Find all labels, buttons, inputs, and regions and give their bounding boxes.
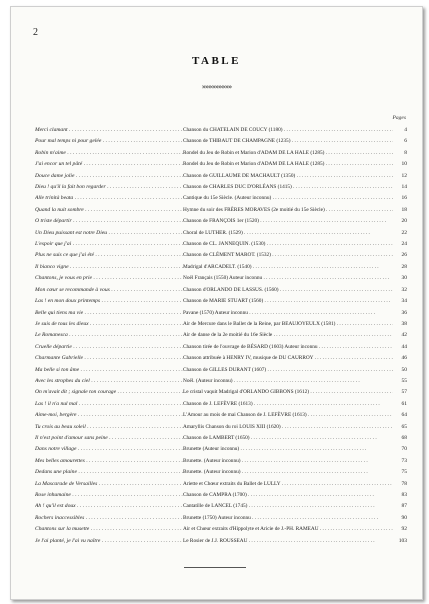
entry-title: Chantons sur la musette . . . xyxy=(35,524,183,535)
toc-entry xyxy=(35,182,407,193)
entry-page-number: 12 xyxy=(401,172,407,179)
entry-page-number: 30 xyxy=(401,275,407,282)
entry-description: Chanson de MARIE STUART (1560) . . . xyxy=(183,296,393,307)
entry-description: Chanson d'ORLANDO DE LASSUS. (1560) . . . xyxy=(183,285,393,296)
toc-entry xyxy=(35,456,407,467)
entry-title: Alle trinità beata . . . xyxy=(35,193,183,204)
entry-page-number: 24 xyxy=(401,241,407,248)
entry-page-number: 14 xyxy=(401,184,407,191)
entry-page-number: 20 xyxy=(401,218,407,225)
entry-page-number: 68 xyxy=(401,434,407,441)
entry-page-number: 26 xyxy=(401,252,407,259)
entry-description: L'Amour au mois de mai Chanson de J. LEFÈVRE (1613) . . . xyxy=(183,410,393,421)
entry-title: Dieu ! qu'il la fait bon regarder . . . xyxy=(35,182,183,193)
entry-description: Brunette. (Auteur inconnu) . . . xyxy=(183,467,393,478)
toc-entry xyxy=(35,353,407,364)
entry-title: Je suis de tous les dieux . . . xyxy=(35,319,183,330)
entry-title: On m'avait dit ; signale ton courage . . . xyxy=(35,387,183,398)
entry-title: Ah ! qu'il est doux . . . xyxy=(35,501,183,512)
toc-entry xyxy=(35,410,407,421)
entry-title: Mon cœur se recommande à vous . . . xyxy=(35,285,183,296)
entry-title: Dans notre village . . . xyxy=(35,444,183,455)
toc-entry xyxy=(35,479,407,490)
entry-title: Plus ne suis ce que j'ai été . . . xyxy=(35,250,183,261)
entry-description: Madrigal d'ARCADELT. (1540) . . . xyxy=(183,262,393,273)
entry-page-number: 10 xyxy=(401,161,407,168)
entry-title: Quand la nuit sombre . . . xyxy=(35,205,183,216)
toc-entry xyxy=(35,136,407,147)
toc-entry xyxy=(35,365,407,376)
entry-title: Rose inhumaine . . . xyxy=(35,490,183,501)
toc-entry xyxy=(35,159,407,170)
toc-entry xyxy=(35,330,407,341)
entry-title: Charmante Gabrielle . . . xyxy=(35,353,183,364)
entry-description: Chanson de THIBAUT DE CHAMPAGNE (1235) . . . xyxy=(183,136,393,147)
toc-entry xyxy=(35,171,407,182)
toc-entry xyxy=(35,319,407,330)
entry-title: Il bianco vigne . . . xyxy=(35,262,183,273)
entry-page-number: 4 xyxy=(404,127,407,133)
toc-entry xyxy=(35,193,407,204)
entry-page-number: 70 xyxy=(401,446,407,453)
entry-page-number: 103 xyxy=(398,537,407,544)
entry-page-number: 6 xyxy=(404,138,407,145)
entry-title: Mes belles amourettes . . . xyxy=(35,456,183,467)
page-title: TABLE xyxy=(192,55,241,67)
toc-entry xyxy=(35,148,407,159)
toc-entry xyxy=(35,513,407,524)
entry-page-number: 46 xyxy=(401,355,407,362)
entry-description: Chanson de J. LEFÈVRE (1613) . . . xyxy=(183,399,393,410)
entry-title: Ma belle si ton âme . . . xyxy=(35,365,183,376)
entry-page-number: 57 xyxy=(401,389,407,396)
toc-entry xyxy=(35,216,407,227)
entry-description: Pavane (1570) Auteur inconnu . . . xyxy=(183,308,393,319)
entry-page-number: 87 xyxy=(401,503,407,510)
entry-title: Rochers inaccessibles . . . xyxy=(35,513,183,524)
toc-entry xyxy=(35,501,407,512)
entry-page-number: 90 xyxy=(401,514,407,521)
page-number: 2 xyxy=(33,27,38,38)
entry-description: Air de Mercure dans le Ballet de la Reine, par BEAUJOYEULX (1581) . . . xyxy=(183,319,393,330)
toc-entry xyxy=(35,308,407,319)
toc-entry xyxy=(35,342,407,353)
entry-title: Dedans une plaine . . . xyxy=(35,467,183,478)
end-rule xyxy=(184,567,246,568)
toc-entry xyxy=(35,422,407,433)
pages-column-heading: Pages xyxy=(392,115,406,121)
toc-entry xyxy=(35,444,407,455)
entry-description: Cantatille de LANCEL (1745) . . . xyxy=(183,501,393,512)
entry-description: Air de danse de la 2e moitié du 16e Siècle . . . xyxy=(183,330,393,341)
toc-entry xyxy=(35,490,407,501)
entry-page-number: 78 xyxy=(401,480,407,487)
toc-entry xyxy=(35,524,407,535)
entry-page-number: 73 xyxy=(401,457,407,464)
entry-description: Chanson tirée de l'ouvrage de BÉSARD (1603) Auteur inconnu . . . xyxy=(183,342,393,353)
entry-title: Chantons, je vous en prie . . . xyxy=(35,273,183,284)
entry-page-number: 64 xyxy=(401,412,407,419)
entry-description: Chanson de GUILLAUME DE MACHAULT (1350) . . . xyxy=(183,171,393,182)
entry-description: Brunette (Auteur inconnu) . . . xyxy=(183,444,393,455)
entry-title: Tu crois au beau soleil . . . xyxy=(35,422,183,433)
toc-entry xyxy=(35,536,407,547)
entry-page-number: 92 xyxy=(401,526,407,533)
entry-description: Chanson de FRANÇOIS 1er (1520) . . . xyxy=(183,216,393,227)
entry-page-number: 44 xyxy=(401,343,407,350)
entry-page-number: 61 xyxy=(401,400,407,407)
toc-entry xyxy=(35,387,407,398)
entry-title: Las ! il n'a nul mal . . . xyxy=(35,399,183,410)
entry-page-number: 50 xyxy=(401,366,407,373)
entry-page-number: 65 xyxy=(401,423,407,430)
toc-entry xyxy=(35,376,407,387)
entry-page-number: 38 xyxy=(401,320,407,327)
entry-description: Chanson de LAMBERT (1650) . . . xyxy=(183,433,393,444)
toc-entry xyxy=(35,433,407,444)
entry-description: Chanson attribuée à HENRY IV, musique de DU CAURROY . . . xyxy=(183,353,393,364)
entry-title: Cruelle départie . . . xyxy=(35,342,183,353)
entry-description: Chanson de CLÉMENT MAROT. (1532) . . . xyxy=(183,250,393,261)
entry-description: Rondel du Jeu de Robin et Marion d'ADAM DE LA HALE (1285) . . . xyxy=(183,159,393,170)
entry-description: Noël. (Auteur inconnu) . . . xyxy=(183,376,393,387)
entry-title: Le Romanesca . . . xyxy=(35,330,183,341)
entry-description: Chanson de CL. JANNEQUIN. (1530) . . . xyxy=(183,239,393,250)
entry-page-number: 75 xyxy=(401,469,407,476)
entry-page-number: 16 xyxy=(401,195,407,202)
entry-description: Cantique du 15e Siècle. (Auteur inconnu) . . . xyxy=(183,193,393,204)
entry-description: Amaryllis Chanson du roi LOUIS XIII (1620) . . . xyxy=(183,422,393,433)
entry-title: Avec les strophes du ciel . . . xyxy=(35,376,183,387)
entry-description: Chanson du CHATELAIN DE COUCY (1180) . . . xyxy=(183,125,393,136)
toc-entry xyxy=(35,273,407,284)
entry-description: Brunette (1750) Auteur inconnu . . . xyxy=(183,513,393,524)
entry-description: Le cristal vaquit Madrigal d'ORLANDO GIBBONS (1612) . . . xyxy=(183,387,393,398)
table-of-contents xyxy=(35,125,407,547)
toc-entry xyxy=(35,205,407,216)
entry-description: Choral de LUTHER. (1529) . . . xyxy=(183,228,393,239)
entry-description: Chanson de CHARLES DUC D'ORLÉANS (1415) . . . xyxy=(183,182,393,193)
entry-description: Brunette. (Auteur inconnu) . . . xyxy=(183,456,393,467)
toc-entry xyxy=(35,125,407,136)
entry-title: La Mascarade de Versailles . . . xyxy=(35,479,183,490)
entry-title: Douce dame jolie . . . xyxy=(35,171,183,182)
entry-title: Las ! en mon doux printemps . . . xyxy=(35,296,183,307)
entry-title: Pour mal temps ni pour gelée . . . xyxy=(35,136,183,147)
entry-page-number: 36 xyxy=(401,309,407,316)
entry-page-number: 28 xyxy=(401,263,407,270)
entry-description: Hymne du soir des FRÈRES MORAVES (2e moitié du 15e Siècle) . . . xyxy=(183,205,393,216)
entry-description: Noël Français (1550) Auteur inconnu . . . xyxy=(183,273,393,284)
entry-title: J'ai encor un tel pâté . . . xyxy=(35,159,183,170)
entry-title: Belle qui tiens ma vie . . . xyxy=(35,308,183,319)
toc-entry xyxy=(35,228,407,239)
toc-entry xyxy=(35,296,407,307)
entry-page-number: 83 xyxy=(401,492,407,498)
document-page xyxy=(10,6,423,600)
entry-page-number: 55 xyxy=(401,377,407,384)
entry-title: Un Dieu puissant est notre Dieu . . . xyxy=(35,228,183,239)
entry-page-number: 34 xyxy=(401,298,407,305)
entry-page-number: 32 xyxy=(401,286,407,293)
entry-description: Le Rosier de J.J. ROUSSEAU . . . xyxy=(183,536,393,547)
entry-title: Aime-moi, bergère . . . xyxy=(35,410,183,421)
entry-description: Air et Chœur extraits d'Hippolyte et Aricie de J.-PH. RAMEAU . . . xyxy=(183,524,393,535)
toc-entry xyxy=(35,399,407,410)
toc-entry xyxy=(35,285,407,296)
toc-entry xyxy=(35,467,407,478)
entry-description: Chanson de GILLES DURANT (1607) . . . xyxy=(183,365,393,376)
toc-entry xyxy=(35,239,407,250)
entry-title: Je l'ai planté, je l'ai vu naître . . . xyxy=(35,536,183,547)
entry-page-number: 22 xyxy=(401,229,407,236)
toc-entry xyxy=(35,262,407,273)
entry-page-number: 42 xyxy=(401,332,407,339)
toc-entry xyxy=(35,250,407,261)
entry-page-number: 18 xyxy=(401,206,407,213)
entry-description: Rondel du Jeu de Robin et Marion d'ADAM DE LA HALE (1285) . . . xyxy=(183,148,393,159)
entry-description: Ariette et Chœur extraits du Ballet de LULLY . . . xyxy=(183,479,393,490)
ornament-divider: »»»»»»»»» xyxy=(201,83,232,91)
entry-title: Il n'est point d'amour sans peine . . . xyxy=(35,433,183,444)
entry-title: Robin m'aime . . . xyxy=(35,148,183,159)
entry-title: L'espoir que j'ai . . . xyxy=(35,239,183,250)
entry-description: Chanson de CAMPRA (1700) . . . xyxy=(183,490,393,501)
entry-page-number: 8 xyxy=(404,149,407,156)
entry-title: O triste départir . . . xyxy=(35,216,183,227)
entry-title: Merci clamant . . . xyxy=(35,125,183,136)
